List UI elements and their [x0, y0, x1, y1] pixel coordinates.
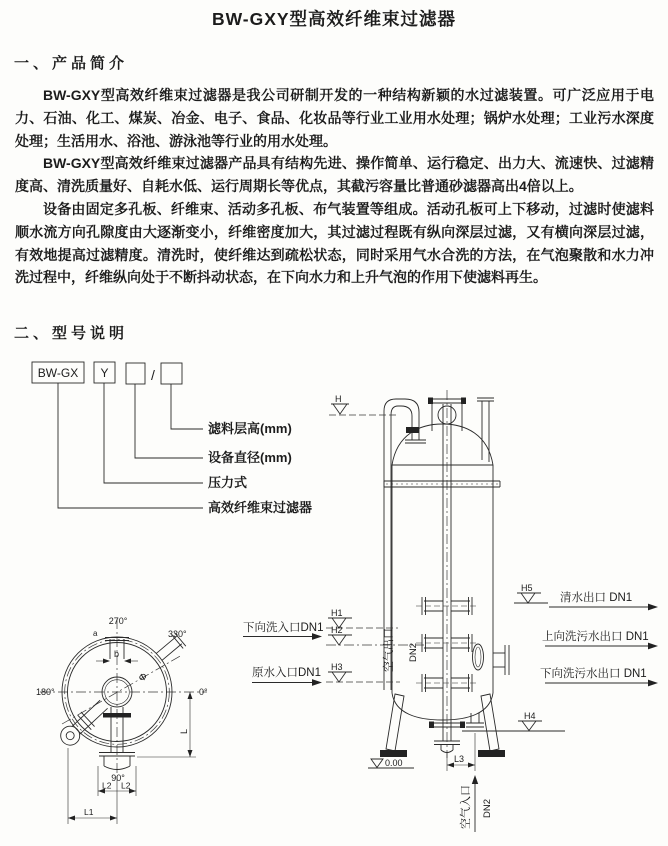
page-title: BW-GXY型高效纤维束过滤器: [211, 9, 457, 29]
model-box-separator: /: [151, 367, 155, 383]
head-outlet-pipe: [477, 398, 494, 462]
left-flow-labels: [243, 620, 324, 686]
model-leader-lines: [58, 383, 203, 508]
model-box-prefix: BW-GX: [37, 366, 79, 380]
paragraph: 设备由固定多孔板、纤维束、活动多孔板、布气装置等组成。活动孔板可上下移动，过滤时使滤料顺水流方向孔隙度由大逐渐变小，纤维密度加大，其过滤过程既有纵向深层过滤，又有横向深层过滤，有效地提高过滤精度。清洗时，使纤维达到疏松状态，同时采用气水合洗的方法，在气泡聚散和水力冲洗过程中，纤维纵向处于不断抖动状态，在下向水力和上升气泡的作用下使滤料再生。: [15, 200, 654, 286]
air-outlet-label: 空气出口: [383, 628, 395, 672]
air-outlet-callout: [381, 628, 419, 672]
section-heading-intro: 一、产品简介: [14, 55, 129, 72]
up-wash-drain-callout: [542, 629, 658, 649]
down-wash-inlet-callout: [243, 620, 324, 640]
air-inlet-callout: [458, 775, 493, 832]
dim-label-b: b: [114, 649, 120, 659]
level-mark-zero: [368, 758, 414, 768]
svg-text:H4: H4: [524, 711, 536, 721]
model-code-boxes: [32, 362, 182, 384]
center-riser-pipe: [428, 390, 466, 758]
zero-level-label: 0.00: [385, 758, 403, 768]
intro-paragraphs: [15, 84, 654, 289]
support-legs: [380, 694, 505, 757]
dim-label-l: L: [179, 728, 189, 734]
model-label-filter-name: 高效纤维束过滤器: [208, 500, 313, 515]
svg-text:H5: H5: [521, 583, 533, 593]
dim-label-l2-right: L2: [121, 780, 131, 791]
level-mark-h: [329, 394, 396, 415]
dim-label-l1: L1: [84, 807, 94, 817]
svg-text:清水出口 DN1: 清水出口 DN1: [560, 592, 633, 604]
model-label-filter-layer-height: 滤料层高(mm): [208, 421, 292, 436]
flange-plan-view: [40, 619, 207, 824]
svg-text:H1: H1: [331, 608, 343, 618]
air-outlet-dn-label: DN2: [408, 642, 419, 662]
paragraph: BW-GXY型高效纤维束过滤器是我公司研制开发的一种结构新颖的水过滤装置。可广泛应用于电力、石油、化工、煤炭、冶金、电子、食品、化妆品等行业工业用水处理；锅炉水处理；工业污水深度处理；生活用水、浴池、游泳池等行业的用水处理。: [15, 87, 654, 149]
paragraph: BW-GXY型高效纤维束过滤器产品具有结构先进、操作简单、运行稳定、出力大、流速快、过滤精度高、清洗质量好、自耗水低、运行周期长等优点，其截污容量比普通砂滤器高出4倍以上。: [15, 155, 654, 195]
top-view-drawing: [25, 608, 215, 843]
down-wash-drain-callout: [540, 666, 658, 686]
model-label-pressure-type: 压力式: [208, 475, 248, 490]
shell-side-nozzle: [493, 645, 509, 675]
model-label-equipment-diameter: 设备直径(mm): [208, 450, 292, 465]
svg-text:下向洗污水出口 DN1: 下向洗污水出口 DN1: [540, 668, 647, 680]
dim-label-l3: L3: [454, 754, 465, 764]
angle-label-270: 270°: [108, 616, 128, 626]
angle-label-90: 90°: [111, 773, 125, 783]
angle-label-180: 180°: [36, 687, 55, 697]
clean-water-outlet-callout: [549, 590, 658, 610]
section-heading-model: 二、型号说明: [14, 325, 129, 342]
nozzle-90: [99, 707, 135, 770]
raw-water-inlet-callout: [252, 665, 322, 686]
svg-text:H3: H3: [331, 662, 343, 672]
vessel-elevation-drawing: [236, 385, 668, 840]
level-mark-h2: [326, 625, 424, 645]
angle-label-330: 330°: [168, 629, 187, 639]
level-marks: [326, 394, 565, 768]
angle-label-0: 0°: [199, 687, 208, 697]
dim-label-a: a: [93, 629, 98, 638]
air-inlet-dn-label: DN2: [482, 798, 493, 818]
model-box-type: Y: [100, 366, 109, 380]
svg-text:上向洗污水出口 DN1: 上向洗污水出口 DN1: [542, 631, 649, 643]
svg-text:H: H: [335, 394, 342, 404]
svg-text:原水入口DN1: 原水入口DN1: [252, 667, 322, 679]
dim-label-phi: Φ: [137, 671, 150, 685]
vessel-outline: [384, 424, 500, 720]
air-inlet-label: 空气入口: [460, 785, 472, 829]
svg-text:H2: H2: [331, 625, 343, 635]
svg-text:下向洗入口DN1: 下向洗入口DN1: [243, 622, 324, 634]
nozzle-210: [56, 697, 110, 749]
dim-label-l2-left: L2: [102, 780, 112, 791]
level-mark-h5: [514, 583, 548, 603]
right-flow-labels: [540, 590, 658, 686]
